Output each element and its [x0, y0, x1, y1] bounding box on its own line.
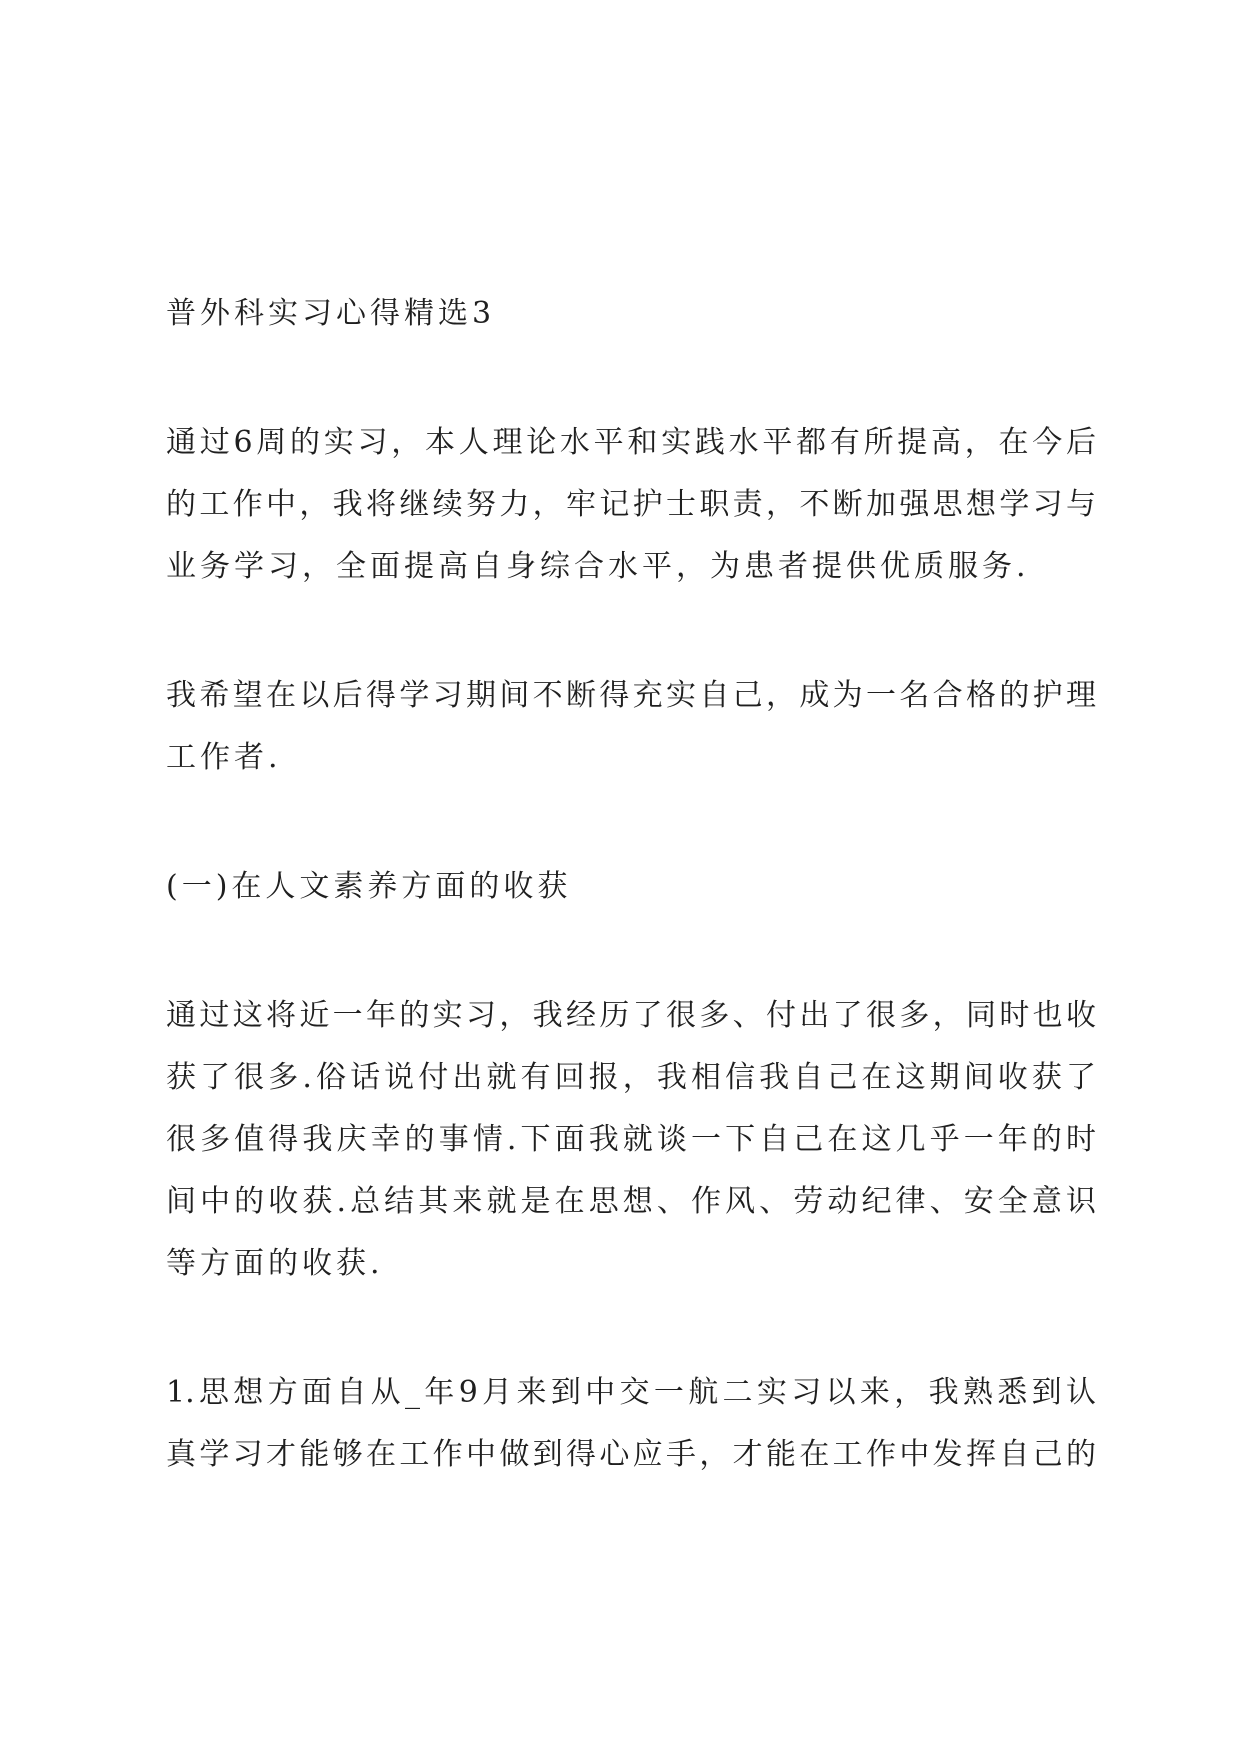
paragraph-1-line-2: 的工作中，我将继续努力，牢记护士职责，不断加强思想学习与: [166, 487, 1096, 522]
paragraph-3-line-5: 等方面的收获.: [166, 1246, 384, 1281]
document-title: 普外科实习心得精选3: [166, 296, 496, 331]
paragraph-3-line-2: 获了很多.俗话说付出就有回报，我相信我自己在这期间收获了: [166, 1060, 1096, 1095]
paragraph-1-line-1: 通过6周的实习，本人理论水平和实践水平都有所提高，在今后: [166, 425, 1096, 460]
paragraph-2-line-2: 工作者.: [166, 740, 282, 775]
section-heading: (一)在人文素养方面的收获: [166, 869, 572, 904]
paragraph-4-line-1: 1.思想方面自从_年9月来到中交一航二实习以来，我熟悉到认: [166, 1375, 1096, 1410]
paragraph-1-line-3: 业务学习，全面提高自身综合水平，为患者提供优质服务.: [166, 549, 1030, 584]
paragraph-3-line-4: 间中的收获.总结其来就是在思想、作风、劳动纪律、安全意识: [166, 1184, 1096, 1219]
paragraph-4-line-2: 真学习才能够在工作中做到得心应手，才能在工作中发挥自己的: [166, 1437, 1096, 1472]
paragraph-2-line-1: 我希望在以后得学习期间不断得充实自己，成为一名合格的护理: [166, 678, 1096, 713]
paragraph-3-line-3: 很多值得我庆幸的事情.下面我就谈一下自己在这几乎一年的时: [166, 1122, 1096, 1157]
paragraph-3-line-1: 通过这将近一年的实习，我经历了很多、付出了很多，同时也收: [166, 998, 1096, 1033]
